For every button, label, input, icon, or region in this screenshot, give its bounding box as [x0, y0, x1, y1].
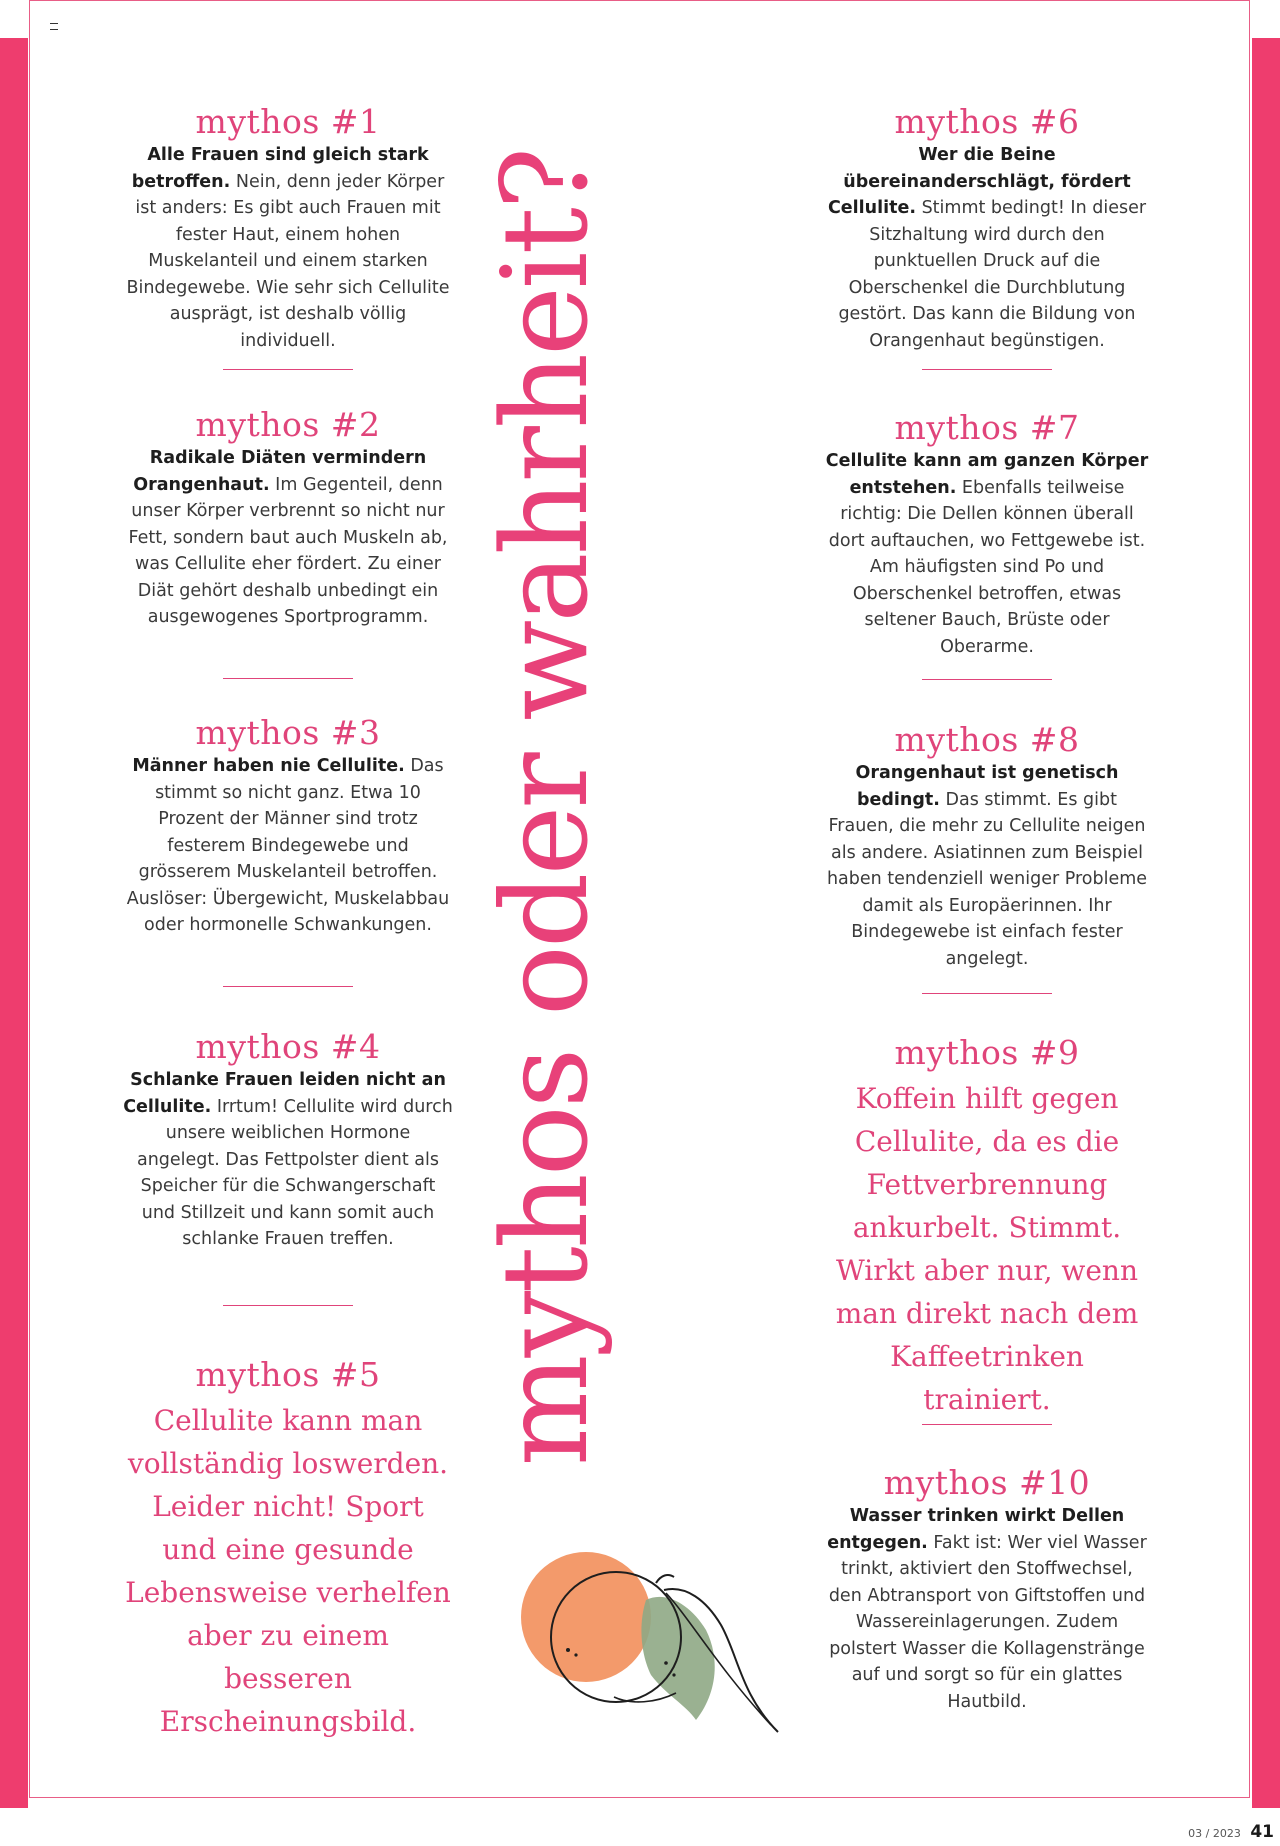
divider	[922, 993, 1052, 994]
myth-heading: mythos #9	[894, 1033, 1080, 1072]
corner-marker	[50, 23, 58, 30]
orange-illustration	[516, 1545, 786, 1749]
myth-body	[822, 142, 1152, 354]
myth-quote: Koffein hilft gegen Cellulite, da es die Fettverbrennung ankurbelt. Stimmt. Wirkt aber nur, wenn man direkt nach dem Kaffeetrinken trainiert.	[835, 1082, 1139, 1416]
myth-6	[822, 102, 1152, 354]
myth-heading: mythos #7	[894, 408, 1080, 447]
myth-text: Das stimmt so nicht ganz. Etwa 10 Prozent der Männer sind trotz festerem Bindegewebe und grösserem Muskelanteil betroffen. Auslöser: Übergewicht, Muskelabbau oder hormonelle Schwankungen.	[126, 756, 450, 935]
myth-lead: Alle Frauen sind gleich stark betroffen.	[131, 145, 429, 192]
myth-9	[822, 1033, 1152, 1421]
myth-5	[123, 1355, 453, 1743]
myth-7	[822, 408, 1152, 660]
myth-lead: Männer haben nie Cellulite.	[132, 756, 405, 776]
myth-2	[123, 405, 453, 631]
myth-lead: Cellulite kann am ganzen Körper entstehen.	[825, 451, 1149, 498]
divider	[223, 369, 353, 370]
myth-body	[822, 1503, 1152, 1715]
vertical-title	[470, 149, 620, 1466]
myth-quote: Cellulite kann man vollständig loswerden. Leider nicht! Sport und eine gesunde Lebensweise verhelfen aber zu einem besseren Erscheinungsbild.	[125, 1404, 451, 1738]
myth-text: Ebenfalls teilweise richtig: Die Dellen können überall dort auftauchen, wo Fettgewebe ist. Am häufigsten sind Po und Oberschenkel betroffen, etwas seltener Bauch, Brüste oder Oberarme.	[828, 477, 1146, 657]
issue-label: 03 / 2023	[1188, 1827, 1241, 1840]
vertical-title-text: mythos oder wahrheit?	[476, 149, 615, 1466]
myth-1	[123, 102, 453, 354]
divider	[922, 679, 1052, 680]
myth-body	[123, 1067, 453, 1253]
myth-8	[822, 720, 1152, 972]
right-accent-bar	[1252, 38, 1280, 1808]
myth-text: Im Gegenteil, denn unser Körper verbrennt so nicht nur Fett, sondern baut auch Muskeln ab, was Cellulite eher fördert. Zu einer Diät gehört deshalb unbedingt ein ausgewogenes Sportprogramm.	[128, 474, 448, 627]
divider	[922, 1424, 1052, 1425]
myth-lead: Schlanke Frauen leiden nicht an Cellulite.	[123, 1070, 446, 1117]
myth-text: Stimmt bedingt! In dieser Sitzhaltung wird durch den punktuellen Druck auf die Oberschenkel die Durchblutung gestört. Das kann die Bildung von Orangenhaut begünstigen.	[838, 198, 1147, 351]
myth-lead: Wer die Beine übereinanderschlägt, fördert Cellulite.	[827, 145, 1131, 218]
myth-heading: mythos #6	[894, 102, 1080, 141]
myth-text: Irrtum! Cellulite wird durch unsere weiblichen Hormone angelegt. Das Fettpolster dient als Speicher für die Schwangerschaft und Stillzeit und kann somit auch schlanke Frauen treffen.	[136, 1096, 453, 1249]
myth-lead: Radikale Diäten vermindern Orangenhaut.	[133, 448, 427, 495]
myth-3	[123, 713, 453, 939]
myth-text: Nein, denn jeder Körper ist anders: Es gibt auch Frauen mit fester Haut, einem hohen Muskelanteil und einem starken Bindegewebe. Wie sehr sich Cellulite ausprägt, ist deshalb völlig individuell.	[126, 171, 450, 351]
myth-text: Das stimmt. Es gibt Frauen, die mehr zu Cellulite neigen als andere. Asiatinnen zum Beispiel haben tendenziell weniger Probleme damit als Europäerinnen. Ihr Bindegewebe ist einfach fester angelegt.	[826, 789, 1148, 969]
divider	[922, 369, 1052, 370]
divider	[223, 1305, 353, 1306]
myth-10	[822, 1463, 1152, 1715]
myth-body	[822, 448, 1152, 660]
myth-heading: mythos #2	[195, 405, 381, 444]
myth-4	[123, 1027, 453, 1253]
page-footer	[1188, 1822, 1274, 1842]
myth-text: Fakt ist: Wer viel Wasser trinkt, aktiviert den Stoffwechsel, den Abtransport von Giftstoffen und Wassereinlagerungen. Zudem polstert Wasser die Kollagenstränge auf und sorgt so für ein glattes Hautbild.	[828, 1532, 1147, 1712]
page-number: 41	[1250, 1822, 1274, 1842]
myth-lead: Wasser trinken wirkt Dellen entgegen.	[827, 1506, 1125, 1553]
divider	[223, 986, 353, 987]
myth-heading: mythos #5	[195, 1355, 381, 1394]
myth-body	[123, 142, 453, 354]
myth-heading: mythos #4	[195, 1027, 381, 1066]
myth-body	[822, 760, 1152, 972]
myth-body	[123, 445, 453, 631]
myth-heading: mythos #10	[883, 1463, 1091, 1502]
left-accent-bar	[0, 38, 28, 1808]
myth-heading: mythos #1	[195, 102, 381, 141]
orange-fruit-icon	[516, 1545, 786, 1745]
myth-heading: mythos #3	[195, 713, 381, 752]
myth-lead: Orangenhaut ist genetisch bedingt.	[855, 763, 1119, 810]
myth-heading: mythos #8	[894, 720, 1080, 759]
myth-body	[123, 753, 453, 939]
divider	[223, 678, 353, 679]
